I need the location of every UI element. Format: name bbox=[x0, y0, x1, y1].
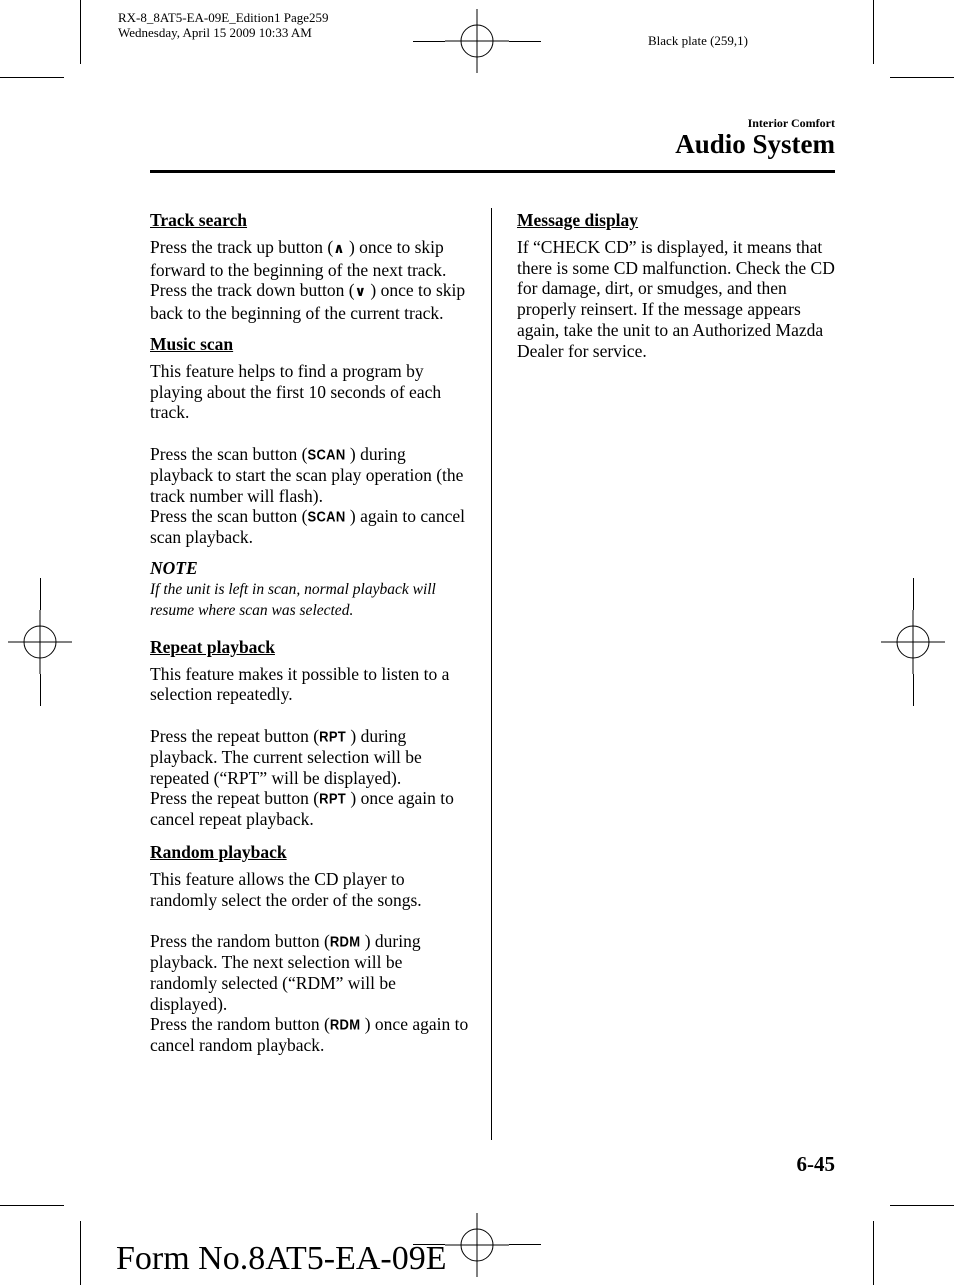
music-scan-heading: Music scan bbox=[150, 333, 234, 354]
right-column bbox=[517, 210, 837, 372]
rdm-button-icon: RDM bbox=[329, 933, 361, 950]
random-start-text: Press the random button (RDM ) during playback. The next selection will be randomly selected (“RDM” will be displayed). bbox=[150, 931, 421, 1014]
message-display-heading: Message display bbox=[517, 210, 639, 230]
registration-mark-icon bbox=[445, 1213, 509, 1277]
rdm-button-icon: RDM bbox=[329, 1016, 361, 1034]
registration-line bbox=[913, 674, 914, 706]
page-number: 6-45 bbox=[796, 1152, 835, 1176]
track-up-text: Press the track up button (∧ ) once to skip forward to the beginning of the next track. bbox=[150, 236, 447, 280]
message-display-section bbox=[517, 210, 837, 362]
rpt-button-icon: RPT bbox=[319, 728, 347, 745]
random-cancel-text: Press the random button (RDM ) once again to cancel random playback. bbox=[150, 1014, 469, 1056]
plate-label: Black plate (259,1) bbox=[648, 33, 748, 48]
repeat-playback-section bbox=[150, 637, 470, 830]
section-label: Interior Comfort bbox=[747, 116, 835, 130]
registration-line bbox=[509, 41, 541, 42]
repeat-cancel-text: Press the repeat button (RPT ) once again to cancel repeat playback. bbox=[150, 788, 454, 830]
left-column bbox=[150, 210, 470, 1066]
track-up-icon: ∧ bbox=[333, 240, 345, 257]
note-text: If the unit is left in scan, normal playback will resume where scan was selected. bbox=[150, 580, 436, 619]
form-number: Form No.8AT5-EA-09E bbox=[116, 1240, 447, 1277]
registration-line bbox=[40, 674, 41, 706]
music-scan-section bbox=[150, 334, 470, 621]
music-scan-cancel-text: Press the scan button (SCAN ) again to cancel scan playback. bbox=[150, 506, 466, 548]
registration-line bbox=[509, 1244, 541, 1245]
music-scan-start-text: Press the scan button (SCAN ) during playback to start the scan play operation (the track number will flash). bbox=[150, 443, 464, 506]
header-rule bbox=[150, 170, 835, 173]
registration-mark-icon bbox=[881, 610, 945, 674]
track-down-icon: ∨ bbox=[354, 284, 366, 301]
registration-line bbox=[413, 41, 445, 42]
random-intro: This feature allows the CD player to randomly select the order of the songs. bbox=[150, 868, 422, 910]
page-title: Audio System bbox=[675, 129, 835, 159]
print-slug bbox=[118, 10, 329, 40]
repeat-start-text: Press the repeat button (RPT ) during playback. The current selection will be repeated (“RPT” will be displayed). bbox=[150, 725, 422, 788]
registration-line bbox=[40, 578, 41, 610]
track-search-section bbox=[150, 210, 470, 324]
track-down-text: Press the track down button (∨ ) once to skip back to the beginning of the current track. bbox=[150, 280, 466, 324]
slug-date-line: Wednesday, April 15 2009 10:33 AM bbox=[118, 25, 312, 40]
registration-mark-icon bbox=[445, 9, 509, 73]
slug-file-line: RX-8_8AT5-EA-09E_Edition1 Page259 bbox=[118, 10, 329, 25]
registration-line bbox=[913, 578, 914, 610]
scan-button-icon: SCAN bbox=[307, 508, 346, 526]
music-scan-intro: This feature helps to find a program by playing about the first 10 seconds of each track. bbox=[150, 360, 442, 423]
random-playback-heading: Random playback bbox=[150, 841, 287, 862]
scan-button-icon: SCAN bbox=[307, 446, 346, 463]
rpt-button-icon: RPT bbox=[319, 790, 347, 808]
message-display-text: If “CHECK CD” is displayed, it means that there is some CD malfunction. Check the CD for damage, dirt, or smudges, and then properly reinsert. If the message appears again, take the unit to an Authorized Mazda Dealer for service. bbox=[517, 236, 835, 361]
repeat-intro: This feature makes it possible to listen to a selection repeatedly. bbox=[150, 663, 450, 705]
registration-mark-icon bbox=[8, 610, 72, 674]
column-divider bbox=[491, 208, 492, 1140]
random-playback-section bbox=[150, 842, 470, 1056]
note-heading: NOTE bbox=[150, 557, 198, 578]
track-search-heading: Track search bbox=[150, 210, 248, 230]
repeat-playback-heading: Repeat playback bbox=[150, 636, 275, 657]
